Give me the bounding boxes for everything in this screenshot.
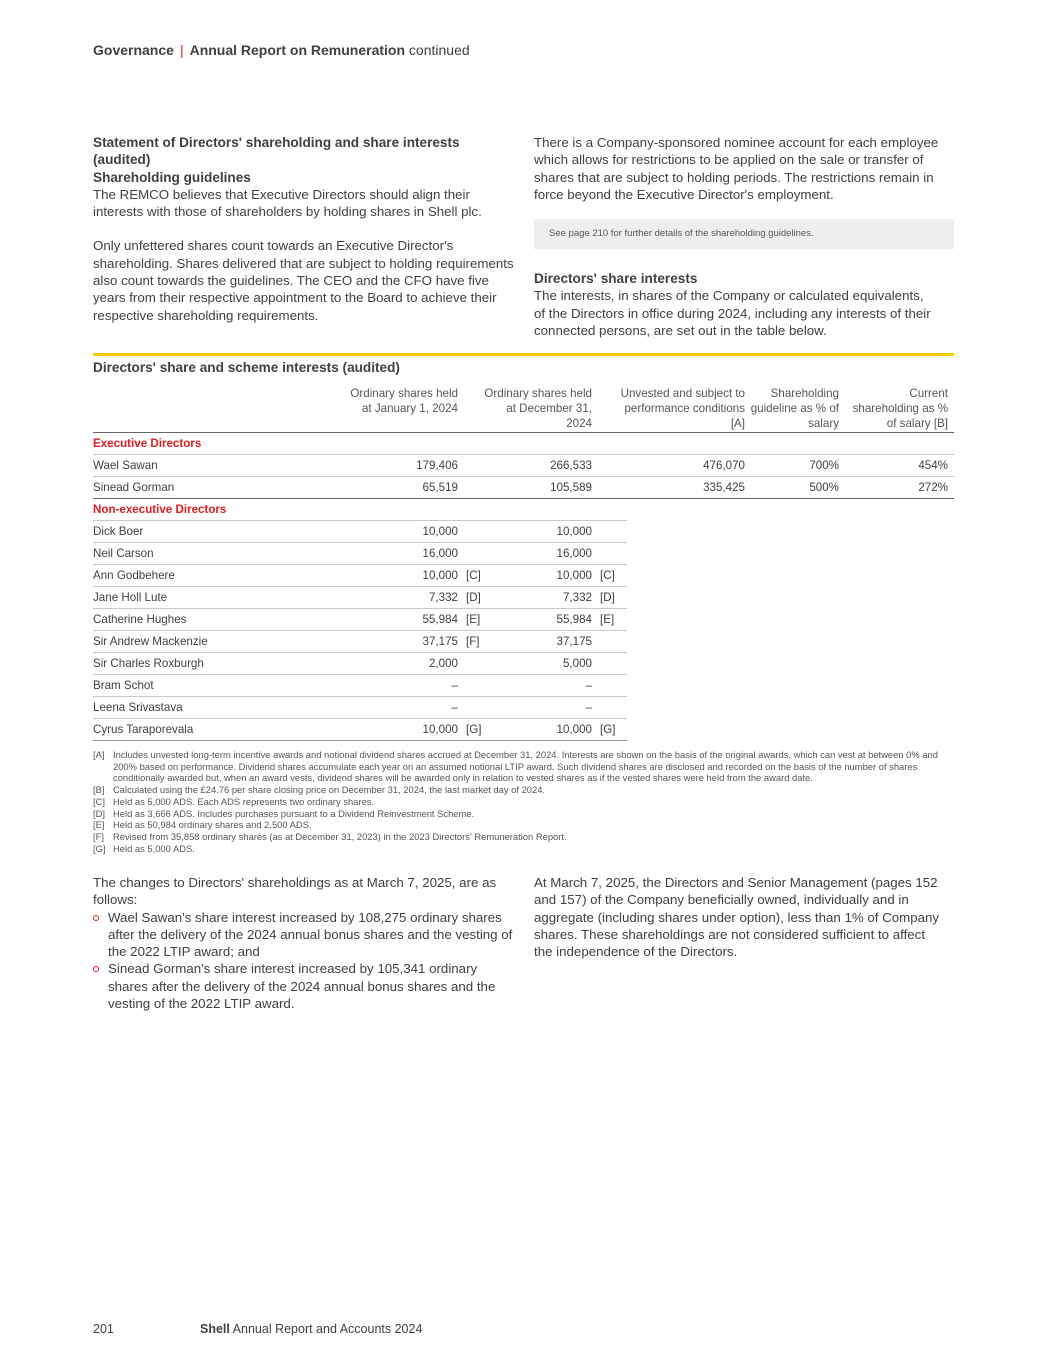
shares-jan-2024: 65,519 bbox=[422, 481, 458, 494]
table-title: Directors' share and scheme interests (audited) bbox=[93, 360, 400, 375]
director-name: Sir Charles Roxburgh bbox=[93, 657, 204, 670]
footnote-text: Revised from 35,858 ordinary shares (as at December 31, 2023) in the 2023 Directors' Remuneration Report. bbox=[113, 830, 567, 842]
footnote-tag: [D] bbox=[93, 807, 105, 819]
note-box: See page 210 for further details of the shareholding guidelines. bbox=[534, 219, 954, 249]
shares-jan-2024: 55,984 bbox=[422, 613, 458, 626]
shares-jan-2024: 37,175 bbox=[422, 635, 458, 648]
table-top-rule bbox=[93, 353, 954, 356]
running-header bbox=[93, 42, 470, 58]
director-name: Jane Holl Lute bbox=[93, 591, 168, 604]
footnote-ref: [G] bbox=[600, 723, 616, 736]
footnote-text: Held as 5,000 ADS. bbox=[113, 842, 195, 854]
footnote-tag: [F] bbox=[93, 830, 104, 842]
column-header: Unvested and subject to performance conditions [A] bbox=[620, 387, 745, 430]
footnote-tag: [E] bbox=[93, 819, 105, 831]
row-divider bbox=[93, 630, 627, 631]
director-name: Catherine Hughes bbox=[93, 613, 187, 626]
shares-dec-2024: 10,000 bbox=[556, 723, 592, 736]
footnote-text: Includes unvested long-term incentive awards and notional dividend shares accrued at December 31, 2024. Interests are shown on the basis of the original awards, which can vest at between 0% and 200% based on performance. Dividend shares accumulate each year on an assumed notional LTIP award. Such dividend shares are disclosed and recorded on the basis of the number of shares conditionally awarded but, when an award vests, dividend shares will be awarded only in relation to vested shares as if the vested shares were held from the award date. bbox=[113, 749, 938, 784]
director-name: Ann Godbehere bbox=[93, 569, 175, 582]
shares-jan-2024: 10,000 bbox=[422, 525, 458, 538]
brand-name: Shell bbox=[200, 1322, 230, 1336]
row-divider bbox=[93, 542, 627, 543]
header-suffix: continued bbox=[408, 42, 470, 58]
shares-dec-2024: 10,000 bbox=[556, 569, 592, 582]
intro-paragraph: The REMCO believes that Executive Directors should align their interests with those of shareholders by holding shares in Shell plc. bbox=[93, 186, 482, 220]
footnote bbox=[93, 831, 955, 843]
director-name: Sir Andrew Mackenzie bbox=[93, 635, 208, 648]
row-divider bbox=[93, 652, 627, 653]
row-divider bbox=[93, 476, 954, 477]
footnote bbox=[93, 843, 955, 855]
shares-dec-2024: – bbox=[585, 679, 592, 692]
director-name: Cyrus Taraporevala bbox=[93, 723, 194, 736]
intro-paragraph: Only unfettered shares count towards an Executive Director's shareholding. Shares delivered that are subject to holding requirements also count towards the guidelines. The CEO and the CFO have five years from their respective appointment to the Board to achieve their respective shareholding requirements. bbox=[93, 238, 514, 323]
shares-dec-2024: – bbox=[585, 701, 592, 714]
shares-jan-2024: – bbox=[451, 679, 458, 692]
footnote-ref: [F] bbox=[466, 635, 480, 648]
header-separator: | bbox=[179, 42, 184, 58]
director-name: Neil Carson bbox=[93, 547, 154, 560]
footnote-ref: [C] bbox=[600, 569, 615, 582]
footnote bbox=[93, 808, 955, 820]
changes-list bbox=[93, 909, 513, 1013]
footnote-tag: [A] bbox=[93, 749, 105, 760]
changes-intro: The changes to Directors' shareholdings as at March 7, 2025, are as follows: bbox=[93, 875, 497, 908]
unvested-shares: 476,070 bbox=[703, 459, 745, 472]
shareholding-intro bbox=[93, 134, 518, 324]
footnote bbox=[93, 784, 955, 796]
row-divider bbox=[93, 608, 627, 609]
shares-jan-2024: – bbox=[451, 701, 458, 714]
current-shareholding: 272% bbox=[918, 481, 948, 494]
section-heading: Statement of Directors' shareholding and share interests (audited) bbox=[93, 135, 460, 168]
footnote-text: Calculated using the £24.76 per share closing price on December 31, 2024, the last market day of 2024. bbox=[113, 784, 546, 796]
footnote-ref: [E] bbox=[600, 613, 615, 626]
director-name: Wael Sawan bbox=[93, 459, 158, 472]
column-header: Ordinary shares held at January 1, 2024 bbox=[350, 387, 458, 415]
header-title: Annual Report on Remuneration bbox=[189, 42, 406, 58]
header-section: Governance bbox=[93, 42, 174, 58]
footnote-ref: [G] bbox=[466, 723, 482, 736]
table-footnotes bbox=[93, 749, 955, 854]
list-item: Wael Sawan's share interest increased by 108,275 ordinary shares after the delivery of the 2024 annual bonus shares and the vesting of the 2022 LTIP award; and bbox=[93, 909, 513, 961]
footnote bbox=[93, 796, 955, 808]
row-divider bbox=[93, 564, 627, 565]
nominee-account-text bbox=[534, 134, 944, 203]
footnote bbox=[93, 749, 955, 784]
column-header: Current shareholding as % of salary [B] bbox=[852, 387, 948, 430]
footnote-text: Held as 3,666 ADS. Includes purchases pursuant to a Dividend Reinvestment Scheme. bbox=[113, 807, 475, 819]
row-divider bbox=[93, 674, 627, 675]
shares-jan-2024: 179,406 bbox=[416, 459, 458, 472]
footer-title bbox=[200, 1322, 422, 1336]
current-shareholding: 454% bbox=[918, 459, 948, 472]
shares-dec-2024: 5,000 bbox=[562, 657, 592, 670]
director-name: Bram Schot bbox=[93, 679, 154, 692]
footnote-ref: [E] bbox=[466, 613, 481, 626]
report-title: Annual Report and Accounts 2024 bbox=[232, 1322, 423, 1336]
director-name: Sinead Gorman bbox=[93, 481, 175, 494]
page-number: 201 bbox=[93, 1322, 114, 1336]
row-divider bbox=[93, 454, 954, 455]
shares-jan-2024: 7,332 bbox=[428, 591, 458, 604]
row-divider bbox=[93, 718, 627, 719]
row-divider bbox=[93, 498, 954, 499]
shares-dec-2024: 37,175 bbox=[556, 635, 592, 648]
footnote-text: Held as 5,000 ADS. Each ADS represents two ordinary shares. bbox=[113, 795, 375, 807]
footnote-tag: [G] bbox=[93, 842, 106, 854]
footnote-text: Held as 50,984 ordinary shares and 2,500 ADS. bbox=[113, 819, 312, 831]
shares-jan-2024: 10,000 bbox=[422, 723, 458, 736]
footnote-ref: [D] bbox=[466, 591, 481, 604]
row-divider bbox=[93, 696, 627, 697]
footnote-tag: [C] bbox=[93, 795, 105, 807]
shareholding-guideline: 700% bbox=[809, 459, 839, 472]
shares-dec-2024: 16,000 bbox=[556, 547, 592, 560]
director-name: Leena Srivastava bbox=[93, 701, 183, 714]
row-divider bbox=[93, 586, 627, 587]
row-divider bbox=[93, 740, 627, 741]
row-group-label: Non-executive Directors bbox=[93, 503, 227, 516]
column-header: Ordinary shares held at December 31, 2024 bbox=[484, 387, 592, 430]
shares-dec-2024: 105,589 bbox=[550, 481, 592, 494]
footnote-ref: [D] bbox=[600, 591, 615, 604]
shares-jan-2024: 2,000 bbox=[428, 657, 458, 670]
footnote bbox=[93, 819, 955, 831]
director-name: Dick Boer bbox=[93, 525, 144, 538]
shareholding-guideline: 500% bbox=[809, 481, 839, 494]
footnote-ref: [C] bbox=[466, 569, 481, 582]
row-divider bbox=[93, 520, 627, 521]
beneficial-ownership-text bbox=[534, 874, 946, 960]
unvested-shares: 335,425 bbox=[703, 481, 745, 494]
ownership-paragraph: At March 7, 2025, the Directors and Senior Management (pages 152 and 157) of the Company beneficially owned, individually and in aggregate (including shares under option), less than 1% of Company shares. These shareholdings are not considered sufficient to affect the independence of the Directors. bbox=[534, 875, 940, 960]
section-heading: Directors' share interests bbox=[534, 271, 698, 286]
shares-dec-2024: 7,332 bbox=[562, 591, 592, 604]
section-subheading: Shareholding guidelines bbox=[93, 169, 251, 185]
shares-dec-2024: 55,984 bbox=[556, 613, 592, 626]
shareholding-changes bbox=[93, 874, 513, 1012]
row-group-label: Executive Directors bbox=[93, 437, 202, 450]
column-header: Shareholding guideline as % of salary bbox=[750, 387, 839, 430]
share-interests-intro bbox=[534, 270, 934, 339]
shares-jan-2024: 10,000 bbox=[422, 569, 458, 582]
shares-dec-2024: 266,533 bbox=[550, 459, 592, 472]
shares-jan-2024: 16,000 bbox=[422, 547, 458, 560]
intro-paragraph: The interests, in shares of the Company or calculated equivalents, of the Directors in office during 2024, including any interests of their connected persons, are set out in the table below. bbox=[534, 288, 931, 338]
footnote-tag: [B] bbox=[93, 784, 105, 796]
intro-paragraph: There is a Company-sponsored nominee account for each employee which allows for restrictions to be applied on the sale or transfer of shares that are subject to holding periods. The restrictions remain in force beyond the Executive Director's employment. bbox=[534, 135, 939, 202]
list-item: Sinead Gorman's share interest increased by 105,341 ordinary shares after the delivery of the 2024 annual bonus shares and the vesting of the 2022 LTIP award. bbox=[93, 960, 513, 1012]
header-rule bbox=[93, 432, 954, 433]
shares-dec-2024: 10,000 bbox=[556, 525, 592, 538]
